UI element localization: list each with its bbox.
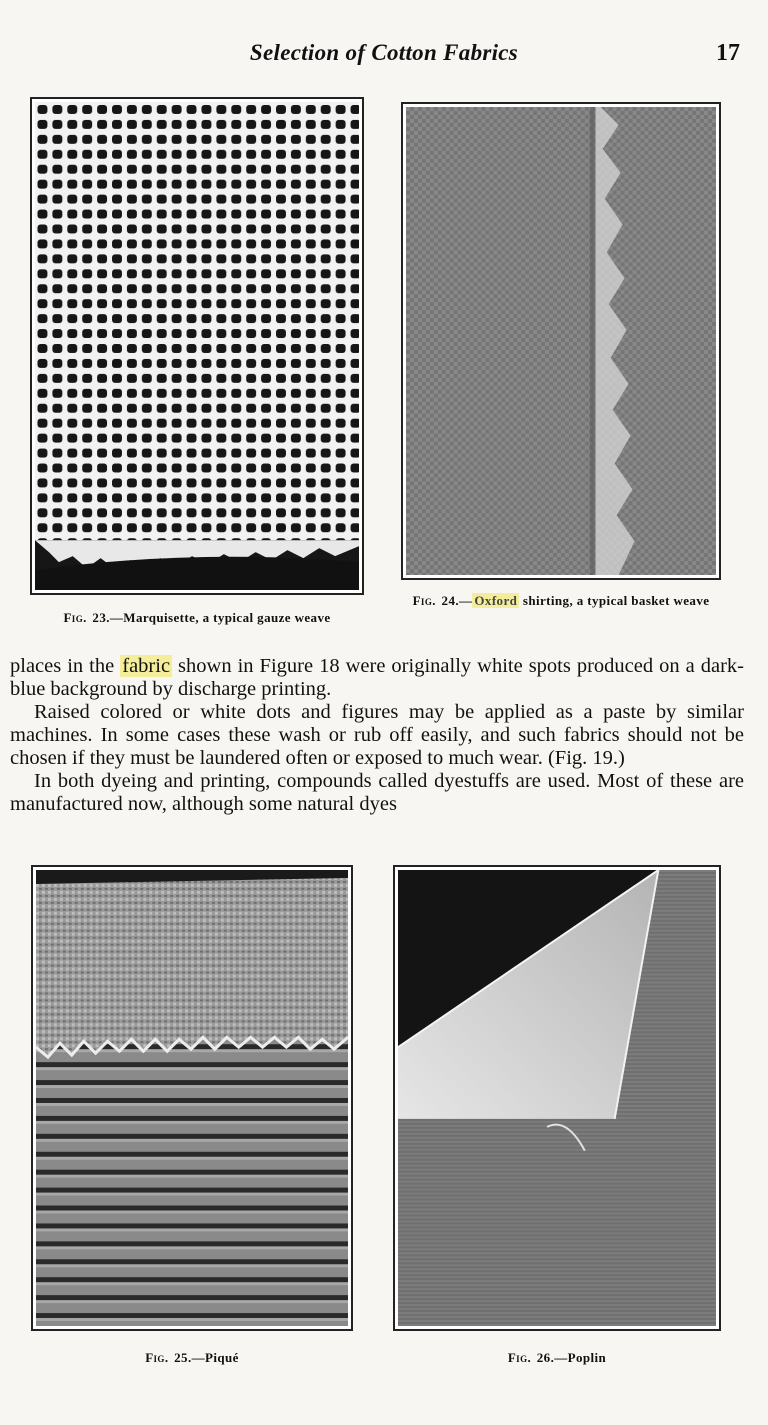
- figure-24-caption: [395, 593, 727, 608]
- figure-25-number: 25.—: [174, 1350, 205, 1365]
- figure-26-text: Poplin: [567, 1350, 607, 1365]
- figure-23-caption: [28, 610, 366, 625]
- paragraph-1-rest: shown in Figure 18 were originally white spots produced on a dark-blue background by discharge printing.: [10, 655, 745, 700]
- paragraph-2: Raised colored or white dots and figures may be applied as a paste by similar machines. In some cases these wash or rub off easily, and such fabrics should not be chosen if they must be laundered often or exposed to much wear. (Fig. 19.): [10, 701, 744, 769]
- page-number: 17: [716, 40, 740, 66]
- figure-24-number: 24.—: [441, 593, 473, 608]
- pique-weave-image: [36, 870, 348, 1326]
- paragraph-3: In both dyeing and printing, compounds called dyestuffs are used. Most of these are manufactured now, although some natural dyes: [10, 770, 744, 815]
- figure-24-label: Fig.: [412, 593, 436, 608]
- paragraph-1-start: places in the: [10, 655, 121, 677]
- figure-26-caption: [393, 1350, 721, 1365]
- figure-25-photo: [31, 865, 353, 1331]
- figure-26-photo: [393, 865, 721, 1331]
- figure-24-text: shirting, a typical basket weave: [519, 593, 710, 608]
- poplin-fabric-image: [398, 870, 716, 1326]
- figure-25-text: Piqué: [205, 1350, 239, 1365]
- figure-24-photo: [401, 102, 721, 580]
- figure-25-caption: [31, 1350, 353, 1365]
- figure-25-label: Fig.: [145, 1350, 169, 1365]
- figure-23-text: Marquisette, a typical gauze weave: [123, 610, 331, 625]
- figure-23-photo: [30, 97, 364, 595]
- figure-23-label: Fig.: [63, 610, 87, 625]
- paragraph-1: [10, 655, 744, 701]
- paragraph-1-highlighted-word: fabric: [122, 655, 171, 677]
- body-text: [10, 655, 744, 816]
- oxford-weave-image: [406, 107, 716, 575]
- figure-23-number: 23.—: [92, 610, 124, 625]
- figure-24-highlighted-word: Oxford: [474, 593, 518, 608]
- running-title: Selection of Cotton Fabrics: [249, 40, 519, 65]
- marquisette-weave-image: [35, 102, 359, 590]
- figure-26-label: Fig.: [507, 1350, 532, 1365]
- figure-26-number: 26.—: [536, 1350, 568, 1365]
